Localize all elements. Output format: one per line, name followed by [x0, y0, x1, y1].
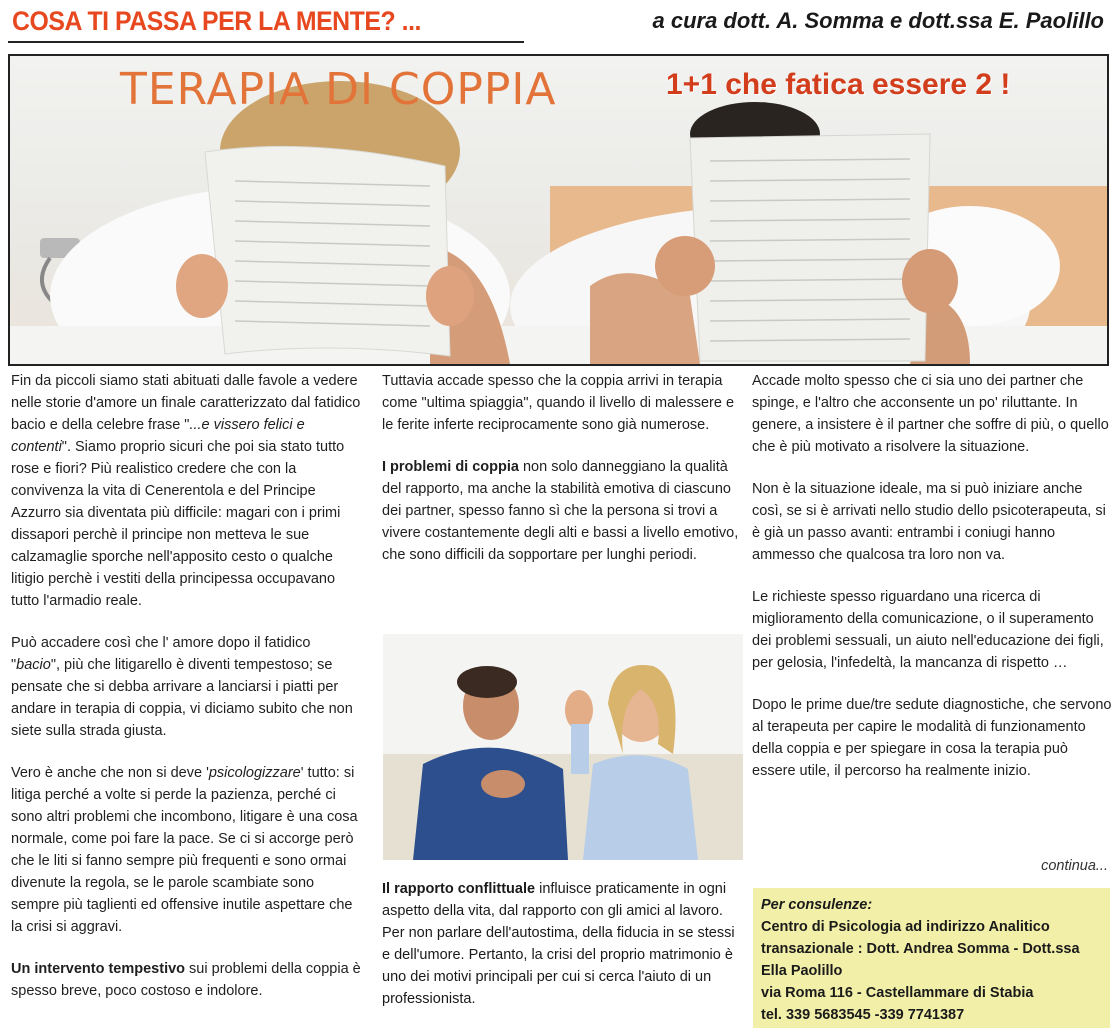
woman-left-hand — [176, 254, 228, 318]
title-underline — [8, 41, 524, 43]
paragraph: Il rapporto conflittuale influisce praticamente in ogni aspetto della vita, dal rapporto con gli amici al lavoro. Per non parlare dell'autostima, della fiducia in se stessi e dell'umore. Pertanto, la crisi del proprio matrimonio è uno dei motivi principali per cui si cerca l'aiuto di un professionista. — [382, 881, 735, 1007]
consult-address: via Roma 116 - Castellammare di Stabia — [761, 985, 1034, 1001]
banner-photo — [8, 54, 1109, 366]
paragraph: Vero è anche che non si deve 'psicologizzare' tutto: si litiga perché a volte si perde la pazienza, perché ci sono altri problemi che incombono, litigare è una cosa normale, come poi fare la pace. Se ci si accorge però che le liti si fanno sempre più frequenti e sono ormai divenute la regola, se le parole scambiate sono sempre più taglienti ed offensive inutile aspettare che la crisi si aggravi. — [11, 765, 358, 935]
consultation-box — [753, 888, 1110, 1028]
byline: a cura dott. A. Somma e dott.ssa E. Paolillo — [652, 8, 1104, 33]
consult-label: Per consulenze: — [761, 897, 873, 913]
article-column-1 — [11, 370, 363, 1022]
paragraph: Fin da piccoli siamo stati abituati dalle favole a vedere nelle storie d'amore un finale caratterizzato dal fatidico bacio e della celebre frase "...e vissero felici e contenti". Siamo proprio sicuri che poi sia stato tutto rose e fiori? Più realistico credere che con la convivenza la vita di Cenerentola e del Principe Azzurro sia diventata più difficile: magari con i primi dissapori perchè il principe non metteva le sue calzamaglie sporche nell'apposito cesto o qualche litigio perchè i vestiti della principessa occupavano tutto l'armadio reale. — [11, 373, 361, 609]
banner-tagline: 1+1 che fatica essere 2 ! — [666, 68, 1011, 101]
man-right-hand — [902, 249, 958, 313]
banner-title: TERAPIA DI COPPIA — [120, 64, 557, 115]
man-shirt — [413, 748, 568, 860]
article-header — [0, 0, 1118, 50]
paragraph: Non è la situazione ideale, ma si può iniziare anche così, se si è arrivati nello studio dello psicoterapeuta, si è già un passo avanti: entrambi i coniugi hanno ammesso che qualcosa tra loro non va. — [752, 481, 1106, 563]
paragraph: Tuttavia accade spesso che la coppia arrivi in terapia come "ultima spiaggia", quando il livello di malessere e le ferite inferte reciprocamente sono già numerose. — [382, 373, 735, 433]
arguing-couple-photo — [383, 634, 743, 860]
right-newspaper — [690, 134, 930, 361]
article-column-3 — [752, 370, 1112, 802]
article-column-2-continued — [382, 878, 744, 1010]
paragraph: Un intervento tempestivo sui problemi della coppia è spesso breve, poco costoso e indolore. — [11, 961, 361, 999]
left-newspaper — [205, 146, 450, 356]
paragraph: Accade molto spesso che ci sia uno dei partner che spinge, e l'altro che acconsente un po' riluttante. In genere, a insistere è il partner che soffre di più, o quello che è più motivato a risolvere la situazione. — [752, 373, 1109, 455]
paragraph: Può accadere così che l' amore dopo il fatidico "bacio", più che litigarello è diventi tempestoso; se pensate che si debba arrivare a lanciarsi i piatti per andare in terapia di coppia, vi diciamo subito che non siete sulla strada giusta. — [11, 635, 353, 739]
paragraph: I problemi di coppia non solo danneggiano la qualità del rapporto, ma anche la stabilità emotiva di ciascuno dei partner, spesso fanno sì che la persona si trovi a vivere costantemente degli alti e bassi a livello emotivo, che sono difficili da sopportare per lunghi periodi. — [382, 459, 739, 563]
section-title: COSA TI PASSA PER LA MENTE? ... — [12, 6, 421, 36]
consult-phone: tel. 339 5683545 -339 7741387 — [761, 1007, 965, 1023]
woman-blouse — [583, 755, 698, 860]
article-column-2 — [382, 370, 744, 586]
consult-center: Centro di Psicologia ad indirizzo Analitico transazionale : Dott. Andrea Somma - Dott.ssa Ella Paolillo — [761, 919, 1080, 979]
man-left-hand — [655, 236, 715, 296]
paragraph: Dopo le prime due/tre sedute diagnostiche, che servono al terapeuta per capire le modalità di funzionamento della coppia e per spiegare in cosa la terapia può essere utile, il percorso ha realmente inizio. — [752, 697, 1112, 779]
woman-right-hand — [426, 266, 474, 326]
paragraph: Le richieste spesso riguardano una ricerca di miglioramento della comunicazione, o il superamento dei problemi sessuali, un aiuto nell'educazione dei figli, per gelosia, l'infedeltà, la mancanza di rispetto … — [752, 589, 1104, 671]
continua-label: continua... — [1041, 858, 1108, 874]
